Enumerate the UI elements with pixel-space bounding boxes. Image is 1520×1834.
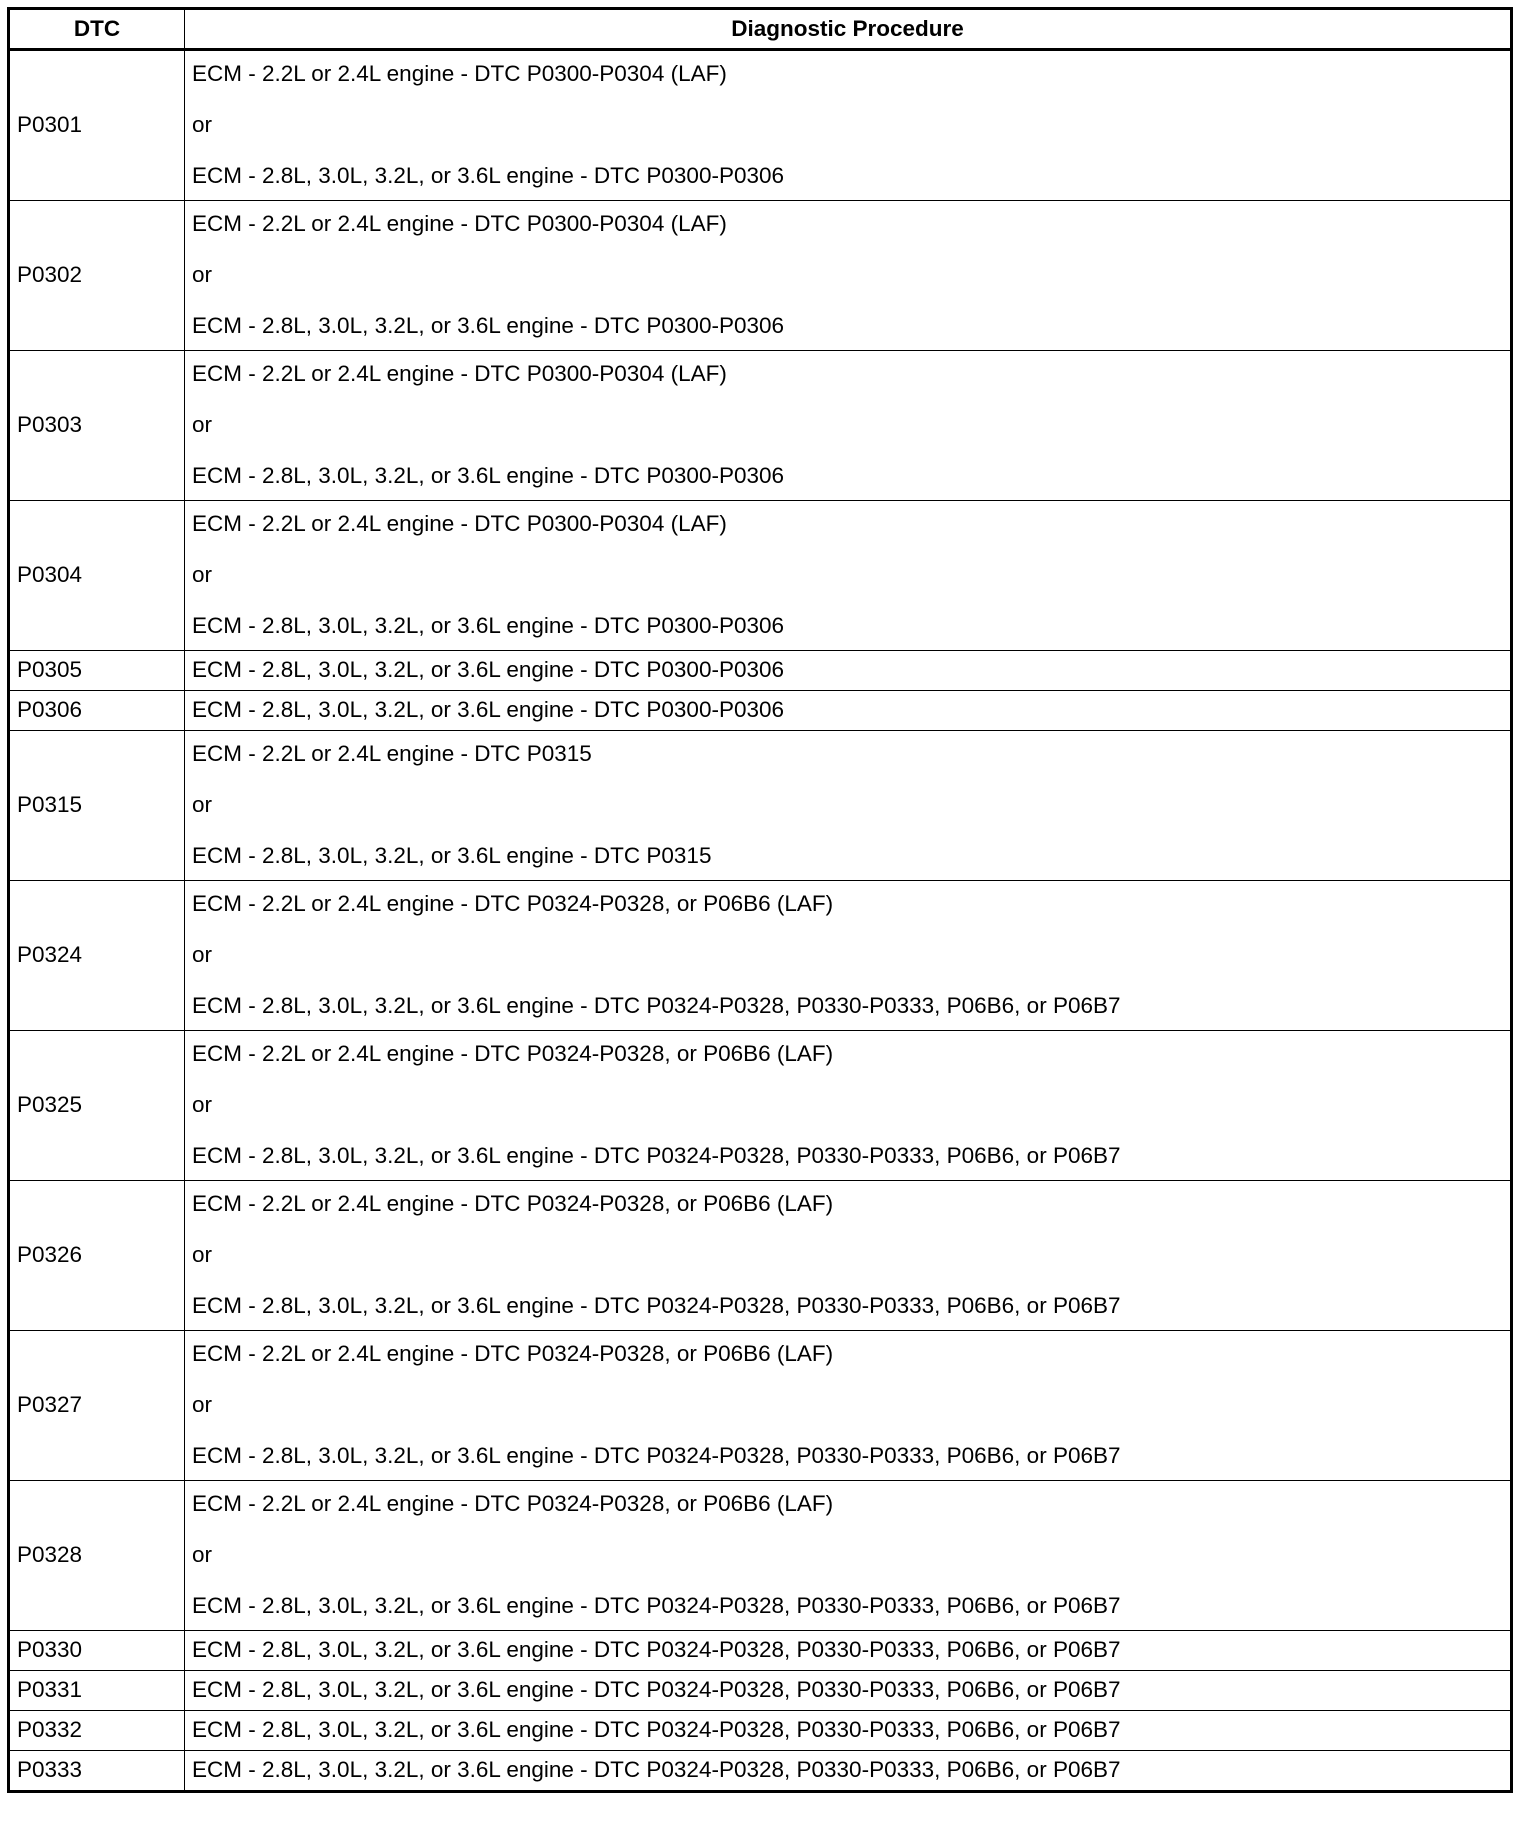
procedure-cell: ECM - 2.8L, 3.0L, 3.2L, or 3.6L engine - DTC P0324-P0328, P0330-P0333, P06B6, or P06B7 bbox=[185, 1751, 1512, 1792]
procedure-line: ECM - 2.2L or 2.4L engine - DTC P0300-P0304 (LAF) bbox=[192, 210, 727, 236]
header-row bbox=[9, 9, 1512, 50]
procedure-cell bbox=[185, 1481, 1512, 1631]
procedure-line: ECM - 2.8L, 3.0L, 3.2L, or 3.6L engine - DTC P0324-P0328, P0330-P0333, P06B6, or P06B7 bbox=[192, 1593, 1121, 1618]
procedure-line: ECM - 2.8L, 3.0L, 3.2L, or 3.6L engine - DTC P0324-P0328, P0330-P0333, P06B6, or P06B7 bbox=[192, 993, 1121, 1018]
procedure-line: or bbox=[192, 1091, 213, 1117]
table-row bbox=[9, 1031, 1512, 1181]
dtc-column-header: DTC bbox=[9, 9, 185, 50]
procedure-cell bbox=[185, 351, 1512, 501]
procedure-line: ECM - 2.2L or 2.4L engine - DTC P0324-P0328, or P06B6 (LAF) bbox=[192, 1190, 834, 1216]
procedure-line: ECM - 2.2L or 2.4L engine - DTC P0300-P0304 (LAF) bbox=[192, 60, 727, 86]
table-row bbox=[9, 881, 1512, 1031]
dtc-code-cell: P0304 bbox=[9, 501, 185, 651]
procedure-cell bbox=[185, 1031, 1512, 1181]
table-row bbox=[9, 1481, 1512, 1631]
procedure-line: or bbox=[192, 1241, 213, 1267]
dtc-code-cell: P0324 bbox=[9, 881, 185, 1031]
procedure-cell bbox=[185, 1181, 1512, 1331]
procedure-line: or bbox=[192, 111, 213, 137]
procedure-lines bbox=[192, 1041, 1503, 1171]
procedure-line: ECM - 2.8L, 3.0L, 3.2L, or 3.6L engine - DTC P0300-P0306 bbox=[192, 463, 785, 488]
procedure-column-header: Diagnostic Procedure bbox=[185, 9, 1512, 50]
dtc-code-cell: P0315 bbox=[9, 731, 185, 881]
procedure-cell bbox=[185, 201, 1512, 351]
procedure-line: or bbox=[192, 411, 213, 437]
procedure-line: ECM - 2.2L or 2.4L engine - DTC P0300-P0304 (LAF) bbox=[192, 360, 727, 386]
procedure-cell: ECM - 2.8L, 3.0L, 3.2L, or 3.6L engine - DTC P0300-P0306 bbox=[185, 691, 1512, 731]
procedure-line: ECM - 2.2L or 2.4L engine - DTC P0324-P0328, or P06B6 (LAF) bbox=[192, 1040, 834, 1066]
dtc-code-cell: P0333 bbox=[9, 1751, 185, 1792]
procedure-line: or bbox=[192, 1541, 213, 1567]
procedure-line: or bbox=[192, 791, 213, 817]
procedure-line: ECM - 2.8L, 3.0L, 3.2L, or 3.6L engine - DTC P0324-P0328, P0330-P0333, P06B6, or P06B7 bbox=[192, 1143, 1121, 1168]
dtc-code-cell: P0301 bbox=[9, 50, 185, 201]
dtc-code-cell: P0331 bbox=[9, 1671, 185, 1711]
procedure-line: ECM - 2.2L or 2.4L engine - DTC P0324-P0328, or P06B6 (LAF) bbox=[192, 890, 834, 916]
dtc-code-cell: P0303 bbox=[9, 351, 185, 501]
table-row bbox=[9, 1631, 1512, 1671]
procedure-cell: ECM - 2.8L, 3.0L, 3.2L, or 3.6L engine - DTC P0324-P0328, P0330-P0333, P06B6, or P06B7 bbox=[185, 1671, 1512, 1711]
table-row bbox=[9, 351, 1512, 501]
procedure-line: ECM - 2.8L, 3.0L, 3.2L, or 3.6L engine - DTC P0324-P0328, P0330-P0333, P06B6, or P06B7 bbox=[192, 1293, 1121, 1318]
procedure-line: ECM - 2.2L or 2.4L engine - DTC P0324-P0328, or P06B6 (LAF) bbox=[192, 1340, 834, 1366]
procedure-line: or bbox=[192, 261, 213, 287]
procedure-lines bbox=[192, 891, 1503, 1021]
table-row bbox=[9, 1751, 1512, 1792]
dtc-code-cell: P0325 bbox=[9, 1031, 185, 1181]
table-body bbox=[9, 50, 1512, 1792]
dtc-table bbox=[7, 7, 1513, 1793]
procedure-line: ECM - 2.2L or 2.4L engine - DTC P0300-P0304 (LAF) bbox=[192, 510, 727, 536]
procedure-line: ECM - 2.8L, 3.0L, 3.2L, or 3.6L engine - DTC P0324-P0328, P0330-P0333, P06B6, or P06B7 bbox=[192, 1443, 1121, 1468]
procedure-cell bbox=[185, 501, 1512, 651]
procedure-line: or bbox=[192, 561, 213, 587]
table-row bbox=[9, 201, 1512, 351]
dtc-code-cell: P0305 bbox=[9, 651, 185, 691]
procedure-cell bbox=[185, 731, 1512, 881]
procedure-line: ECM - 2.2L or 2.4L engine - DTC P0324-P0328, or P06B6 (LAF) bbox=[192, 1490, 834, 1516]
procedure-line: ECM - 2.2L or 2.4L engine - DTC P0315 bbox=[192, 740, 592, 766]
table-row bbox=[9, 1331, 1512, 1481]
procedure-lines bbox=[192, 61, 1503, 191]
procedure-cell: ECM - 2.8L, 3.0L, 3.2L, or 3.6L engine - DTC P0324-P0328, P0330-P0333, P06B6, or P06B7 bbox=[185, 1631, 1512, 1671]
procedure-cell: ECM - 2.8L, 3.0L, 3.2L, or 3.6L engine - DTC P0300-P0306 bbox=[185, 651, 1512, 691]
procedure-line: ECM - 2.8L, 3.0L, 3.2L, or 3.6L engine - DTC P0300-P0306 bbox=[192, 613, 785, 638]
procedure-line: ECM - 2.8L, 3.0L, 3.2L, or 3.6L engine - DTC P0300-P0306 bbox=[192, 163, 785, 188]
procedure-lines bbox=[192, 741, 1503, 871]
procedure-lines bbox=[192, 1491, 1503, 1621]
dtc-code-cell: P0332 bbox=[9, 1711, 185, 1751]
table-row bbox=[9, 501, 1512, 651]
dtc-code-cell: P0326 bbox=[9, 1181, 185, 1331]
procedure-lines bbox=[192, 511, 1503, 641]
procedure-cell bbox=[185, 50, 1512, 201]
procedure-cell bbox=[185, 1331, 1512, 1481]
dtc-code-cell: P0328 bbox=[9, 1481, 185, 1631]
dtc-code-cell: P0330 bbox=[9, 1631, 185, 1671]
table-row bbox=[9, 1671, 1512, 1711]
table-header bbox=[9, 9, 1512, 50]
table-row bbox=[9, 731, 1512, 881]
table-row bbox=[9, 1711, 1512, 1751]
procedure-line: ECM - 2.8L, 3.0L, 3.2L, or 3.6L engine - DTC P0315 bbox=[192, 843, 712, 868]
table-row bbox=[9, 691, 1512, 731]
procedure-line: ECM - 2.8L, 3.0L, 3.2L, or 3.6L engine - DTC P0300-P0306 bbox=[192, 313, 785, 338]
table-row bbox=[9, 1181, 1512, 1331]
dtc-code-cell: P0302 bbox=[9, 201, 185, 351]
dtc-code-cell: P0327 bbox=[9, 1331, 185, 1481]
table-row bbox=[9, 50, 1512, 201]
procedure-lines bbox=[192, 211, 1503, 341]
procedure-cell: ECM - 2.8L, 3.0L, 3.2L, or 3.6L engine - DTC P0324-P0328, P0330-P0333, P06B6, or P06B7 bbox=[185, 1711, 1512, 1751]
procedure-line: or bbox=[192, 941, 213, 967]
procedure-lines bbox=[192, 1191, 1503, 1321]
procedure-lines bbox=[192, 1341, 1503, 1471]
procedure-lines bbox=[192, 361, 1503, 491]
table-row bbox=[9, 651, 1512, 691]
procedure-cell bbox=[185, 881, 1512, 1031]
dtc-code-cell: P0306 bbox=[9, 691, 185, 731]
procedure-line: or bbox=[192, 1391, 213, 1417]
